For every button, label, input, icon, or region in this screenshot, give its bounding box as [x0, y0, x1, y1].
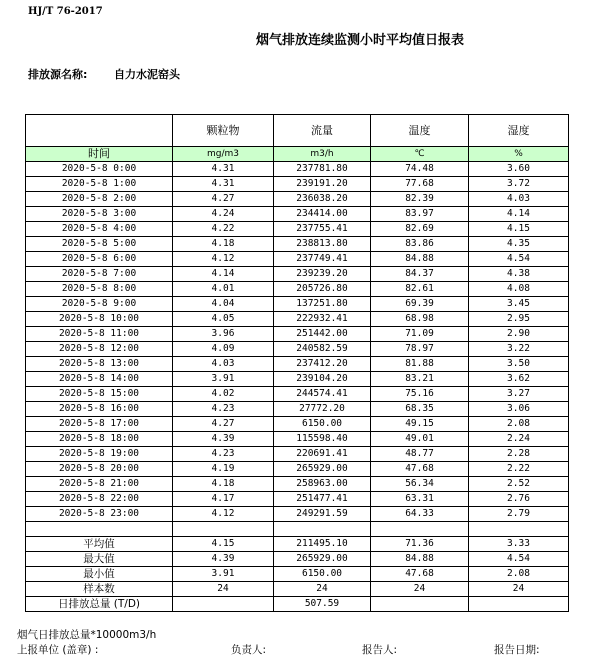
pm-cell: 4.04	[173, 297, 274, 312]
daily-total-label: 日排放总量 (T/D)	[26, 597, 173, 612]
temp-cell: 69.39	[371, 297, 469, 312]
table-row	[26, 477, 569, 492]
flow-cell: 239239.20	[274, 267, 371, 282]
humidity-cell: 2.95	[469, 312, 569, 327]
humidity-cell: 2.08	[469, 417, 569, 432]
statistic-row	[26, 567, 569, 582]
column-header-pm: 颗粒物	[173, 115, 274, 147]
flow-cell: 6150.00	[274, 567, 371, 582]
flow-cell: 24	[274, 582, 371, 597]
temp-cell: 68.98	[371, 312, 469, 327]
pm-cell: 4.14	[173, 267, 274, 282]
pm-cell: 4.12	[173, 252, 274, 267]
unit-humidity: %	[469, 147, 569, 162]
humidity-cell: 4.03	[469, 192, 569, 207]
table-row	[26, 432, 569, 447]
humidity-cell: 3.72	[469, 177, 569, 192]
column-header-row	[26, 115, 569, 147]
time-cell: 2020-5-8 9:00	[26, 297, 173, 312]
flow-cell: 237781.80	[274, 162, 371, 177]
flow-cell: 265929.00	[274, 552, 371, 567]
table-row	[26, 357, 569, 372]
temp-cell: 83.86	[371, 237, 469, 252]
time-cell: 2020-5-8 15:00	[26, 387, 173, 402]
flow-cell: 237412.20	[274, 357, 371, 372]
flow-cell: 249291.59	[274, 507, 371, 522]
humidity-cell: 4.38	[469, 267, 569, 282]
table-row	[26, 342, 569, 357]
daily-total-empty	[371, 597, 469, 612]
spacer-row	[26, 522, 569, 537]
flow-cell: 237755.41	[274, 222, 371, 237]
table-row	[26, 417, 569, 432]
pm-cell: 24	[173, 582, 274, 597]
flow-cell: 27772.20	[274, 402, 371, 417]
table-row	[26, 297, 569, 312]
time-cell: 2020-5-8 5:00	[26, 237, 173, 252]
table-row	[26, 372, 569, 387]
statistic-row	[26, 582, 569, 597]
humidity-cell: 4.35	[469, 237, 569, 252]
spacer-cell	[26, 522, 173, 537]
statistic-row	[26, 537, 569, 552]
table-row	[26, 162, 569, 177]
pm-cell: 4.24	[173, 207, 274, 222]
time-cell: 2020-5-8 21:00	[26, 477, 173, 492]
pm-cell: 4.39	[173, 432, 274, 447]
humidity-cell: 2.24	[469, 432, 569, 447]
flow-cell: 239191.20	[274, 177, 371, 192]
temp-cell: 82.69	[371, 222, 469, 237]
statistics-rows	[26, 537, 569, 597]
pm-cell: 4.23	[173, 402, 274, 417]
temp-cell: 83.97	[371, 207, 469, 222]
table-row	[26, 237, 569, 252]
time-cell: 2020-5-8 23:00	[26, 507, 173, 522]
temp-cell: 48.77	[371, 447, 469, 462]
unit-temp: ℃	[371, 147, 469, 162]
temp-cell: 47.68	[371, 567, 469, 582]
unit-pm: mg/m3	[173, 147, 274, 162]
header-corner-cell	[26, 115, 173, 147]
temp-cell: 71.36	[371, 537, 469, 552]
hourly-rows	[26, 162, 569, 522]
pm-cell: 4.22	[173, 222, 274, 237]
pm-cell: 4.39	[173, 552, 274, 567]
temp-cell: 49.01	[371, 432, 469, 447]
humidity-cell: 2.22	[469, 462, 569, 477]
temp-cell: 81.88	[371, 357, 469, 372]
table-row	[26, 447, 569, 462]
humidity-cell: 2.08	[469, 567, 569, 582]
spacer-cell	[469, 522, 569, 537]
pm-cell: 4.23	[173, 447, 274, 462]
column-header-humidity: 湿度	[469, 115, 569, 147]
statistic-label: 最大值	[26, 552, 173, 567]
time-cell: 2020-5-8 20:00	[26, 462, 173, 477]
humidity-cell: 2.52	[469, 477, 569, 492]
table-row	[26, 387, 569, 402]
time-cell: 2020-5-8 6:00	[26, 252, 173, 267]
humidity-cell: 3.33	[469, 537, 569, 552]
temp-cell: 84.88	[371, 252, 469, 267]
hourly-average-table	[25, 114, 569, 612]
pm-cell: 3.91	[173, 567, 274, 582]
temp-cell: 64.33	[371, 507, 469, 522]
table-row	[26, 282, 569, 297]
table-row	[26, 192, 569, 207]
report-title: 烟气排放连续监测小时平均值日报表	[256, 33, 465, 48]
table-row	[26, 252, 569, 267]
pm-cell: 4.12	[173, 507, 274, 522]
pm-cell: 4.05	[173, 312, 274, 327]
humidity-cell: 2.28	[469, 447, 569, 462]
time-cell: 2020-5-8 0:00	[26, 162, 173, 177]
table-row	[26, 462, 569, 477]
humidity-cell: 4.08	[469, 282, 569, 297]
flow-cell: 237749.41	[274, 252, 371, 267]
reporting-unit-label: 上报单位 (盖章) :	[17, 644, 99, 656]
pm-cell: 4.18	[173, 477, 274, 492]
pm-cell: 3.96	[173, 327, 274, 342]
time-cell: 2020-5-8 17:00	[26, 417, 173, 432]
time-cell: 2020-5-8 11:00	[26, 327, 173, 342]
flue-gas-total-note: 烟气日排放总量*10000m3/h	[17, 629, 157, 641]
humidity-cell: 3.62	[469, 372, 569, 387]
temp-cell: 71.09	[371, 327, 469, 342]
humidity-cell: 2.76	[469, 492, 569, 507]
time-cell: 2020-5-8 2:00	[26, 192, 173, 207]
pm-cell: 4.18	[173, 237, 274, 252]
responsible-person-label: 负责人:	[231, 644, 267, 656]
table-row	[26, 402, 569, 417]
pm-cell: 4.15	[173, 537, 274, 552]
pm-cell: 4.17	[173, 492, 274, 507]
daily-total-empty	[173, 597, 274, 612]
unit-header-row	[26, 147, 569, 162]
time-cell: 2020-5-8 22:00	[26, 492, 173, 507]
column-header-temp: 温度	[371, 115, 469, 147]
table-row	[26, 207, 569, 222]
flow-cell: 205726.80	[274, 282, 371, 297]
spacer-cell	[371, 522, 469, 537]
humidity-cell: 4.54	[469, 252, 569, 267]
time-cell: 2020-5-8 16:00	[26, 402, 173, 417]
temp-cell: 78.97	[371, 342, 469, 357]
temp-cell: 49.15	[371, 417, 469, 432]
table-row	[26, 267, 569, 282]
temp-cell: 84.37	[371, 267, 469, 282]
temp-cell: 63.31	[371, 492, 469, 507]
column-header-flow: 流量	[274, 115, 371, 147]
time-cell: 2020-5-8 7:00	[26, 267, 173, 282]
humidity-cell: 3.22	[469, 342, 569, 357]
time-cell: 2020-5-8 12:00	[26, 342, 173, 357]
time-cell: 2020-5-8 8:00	[26, 282, 173, 297]
humidity-cell: 3.45	[469, 297, 569, 312]
time-cell: 2020-5-8 18:00	[26, 432, 173, 447]
time-cell: 2020-5-8 13:00	[26, 357, 173, 372]
humidity-cell: 2.79	[469, 507, 569, 522]
pm-cell: 4.01	[173, 282, 274, 297]
daily-total-value: 507.59	[274, 597, 371, 612]
temp-cell: 77.68	[371, 177, 469, 192]
table-row	[26, 222, 569, 237]
temp-cell: 82.61	[371, 282, 469, 297]
daily-total-row	[26, 597, 569, 612]
table-row	[26, 507, 569, 522]
flow-cell: 251477.41	[274, 492, 371, 507]
source-name-value: 自力水泥窑头	[114, 68, 180, 81]
flow-cell: 244574.41	[274, 387, 371, 402]
humidity-cell: 3.06	[469, 402, 569, 417]
flow-cell: 238813.80	[274, 237, 371, 252]
flow-cell: 239104.20	[274, 372, 371, 387]
humidity-cell: 3.27	[469, 387, 569, 402]
unit-flow: m3/h	[274, 147, 371, 162]
time-cell: 2020-5-8 4:00	[26, 222, 173, 237]
pm-cell: 3.91	[173, 372, 274, 387]
pm-cell: 4.31	[173, 177, 274, 192]
statistic-label: 样本数	[26, 582, 173, 597]
temp-cell: 83.21	[371, 372, 469, 387]
standard-code: HJ/T 76-2017	[28, 6, 103, 17]
temp-cell: 82.39	[371, 192, 469, 207]
flow-cell: 222932.41	[274, 312, 371, 327]
report-date-label: 报告日期:	[494, 644, 540, 656]
flow-cell: 258963.00	[274, 477, 371, 492]
table-row	[26, 312, 569, 327]
time-cell: 2020-5-8 19:00	[26, 447, 173, 462]
flow-cell: 265929.00	[274, 462, 371, 477]
flow-cell: 211495.10	[274, 537, 371, 552]
pm-cell: 4.19	[173, 462, 274, 477]
temp-cell: 56.34	[371, 477, 469, 492]
flow-cell: 236038.20	[274, 192, 371, 207]
time-cell: 2020-5-8 14:00	[26, 372, 173, 387]
humidity-cell: 4.54	[469, 552, 569, 567]
temp-cell: 74.48	[371, 162, 469, 177]
humidity-cell: 3.50	[469, 357, 569, 372]
pm-cell: 4.27	[173, 192, 274, 207]
flow-cell: 6150.00	[274, 417, 371, 432]
time-cell: 2020-5-8 10:00	[26, 312, 173, 327]
time-cell: 2020-5-8 3:00	[26, 207, 173, 222]
humidity-cell: 3.60	[469, 162, 569, 177]
pm-cell: 4.27	[173, 417, 274, 432]
humidity-cell: 4.15	[469, 222, 569, 237]
temp-cell: 47.68	[371, 462, 469, 477]
table-row	[26, 327, 569, 342]
time-column-header: 时间	[26, 147, 173, 162]
pm-cell: 4.31	[173, 162, 274, 177]
flow-cell: 234414.00	[274, 207, 371, 222]
flow-cell: 115598.40	[274, 432, 371, 447]
pm-cell: 4.02	[173, 387, 274, 402]
temp-cell: 24	[371, 582, 469, 597]
spacer-cell	[274, 522, 371, 537]
humidity-cell: 24	[469, 582, 569, 597]
daily-total-empty	[469, 597, 569, 612]
humidity-cell: 2.90	[469, 327, 569, 342]
humidity-cell: 4.14	[469, 207, 569, 222]
temp-cell: 84.88	[371, 552, 469, 567]
time-cell: 2020-5-8 1:00	[26, 177, 173, 192]
statistic-label: 平均值	[26, 537, 173, 552]
flow-cell: 220691.41	[274, 447, 371, 462]
flow-cell: 137251.80	[274, 297, 371, 312]
pm-cell: 4.03	[173, 357, 274, 372]
statistic-label: 最小值	[26, 567, 173, 582]
table-row	[26, 177, 569, 192]
temp-cell: 75.16	[371, 387, 469, 402]
table-row	[26, 492, 569, 507]
flow-cell: 240582.59	[274, 342, 371, 357]
flow-cell: 251442.00	[274, 327, 371, 342]
source-name-label: 排放源名称:	[28, 68, 88, 81]
temp-cell: 68.35	[371, 402, 469, 417]
pm-cell: 4.09	[173, 342, 274, 357]
reporter-label: 报告人:	[362, 644, 398, 656]
statistic-row	[26, 552, 569, 567]
spacer-cell	[173, 522, 274, 537]
